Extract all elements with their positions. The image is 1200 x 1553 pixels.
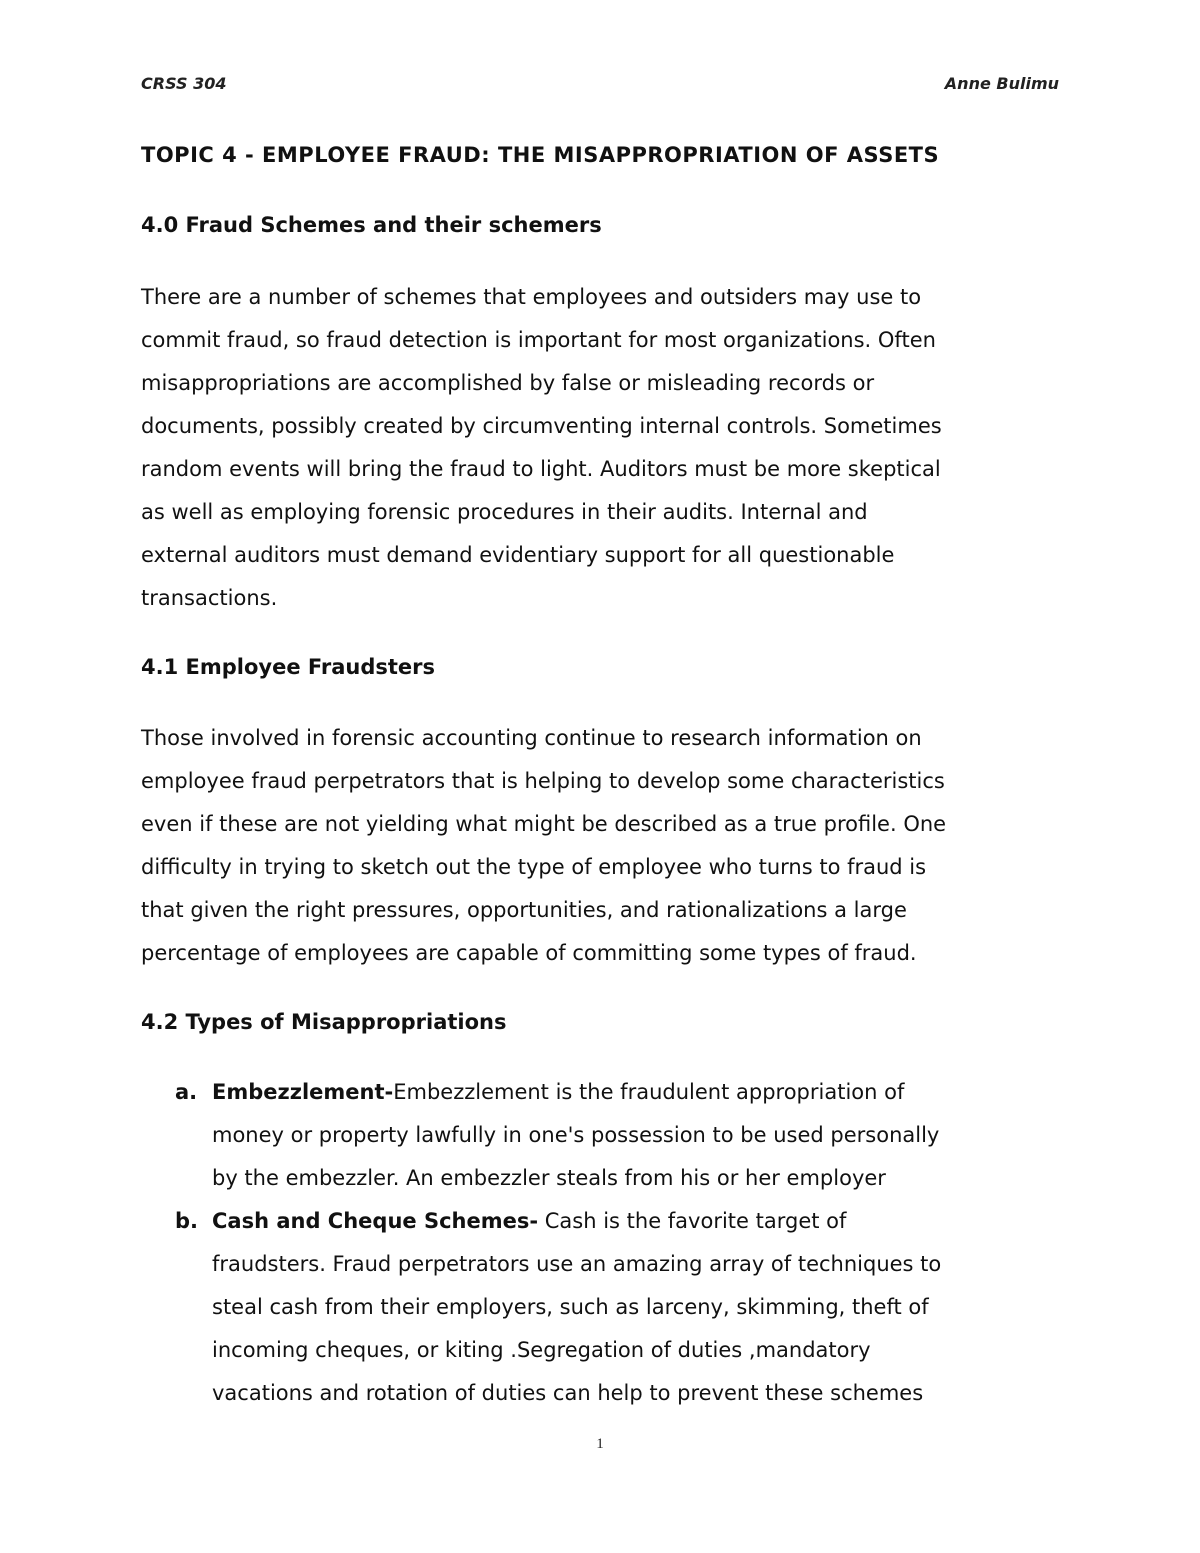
list-item-line: vacations and rotation of duties can help to prevent these schemes [212,1381,924,1405]
header-author: Anne Bulimu [944,74,1059,93]
paragraph-line: random events will bring the fraud to light. Auditors must be more skeptical [141,457,941,481]
section-4-0-paragraph [141,276,1071,620]
paragraph-line: commit fraud, so fraud detection is important for most organizations. Often [141,328,936,352]
section-4-1-paragraph [141,717,1071,975]
paragraph-line: external auditors must demand evidentiary support for all questionable [141,543,895,567]
paragraph-line: misappropriations are accomplished by false or misleading records or [141,371,875,395]
list-item-text: Embezzlement is the fraudulent appropriation of [393,1080,905,1104]
section-heading-4-0: 4.0 Fraud Schemes and their schemers [141,213,602,237]
paragraph-line: Those involved in forensic accounting continue to research information on [141,726,922,750]
list-item-term: Embezzlement- [212,1080,394,1104]
list-item-cash-cheque-schemes [175,1200,1075,1415]
list-item-term: Cash and Cheque Schemes- [212,1209,539,1233]
list-item-line: by the embezzler. An embezzler steals from his or her employer [212,1166,886,1190]
list-marker: a. [175,1080,198,1104]
list-item-first-line [212,1071,1075,1114]
header-course-code: CRSS 304 [141,74,227,93]
list-item-line: fraudsters. Fraud perpetrators use an amazing array of techniques to [212,1252,942,1276]
section-heading-4-1: 4.1 Employee Fraudsters [141,655,436,679]
paragraph-line: There are a number of schemes that employees and outsiders may use to [141,285,922,309]
paragraph-line: difficulty in trying to sketch out the type of employee who turns to fraud is [141,855,927,879]
paragraph-line: even if these are not yielding what might be described as a true profile. One [141,812,947,836]
list-item-line: steal cash from their employers, such as larceny, skimming, theft of [212,1295,929,1319]
list-item-first-line [212,1200,1075,1243]
misappropriation-types-list [175,1071,1075,1415]
topic-title: TOPIC 4 - EMPLOYEE FRAUD: THE MISAPPROPRIATION OF ASSETS [141,143,940,167]
paragraph-line: as well as employing forensic procedures in their audits. Internal and [141,500,868,524]
paragraph-line: transactions. [141,586,278,610]
list-item-text: Cash is the favorite target of [538,1209,847,1233]
list-item-line: money or property lawfully in one's possession to be used personally [212,1123,940,1147]
paragraph-line: that given the right pressures, opportunities, and rationalizations a large [141,898,907,922]
paragraph-line: percentage of employees are capable of committing some types of fraud. [141,941,917,965]
paragraph-line: employee fraud perpetrators that is helping to develop some characteristics [141,769,945,793]
list-item-line: incoming cheques, or kiting .Segregation of duties ,mandatory [212,1338,871,1362]
page-number: 1 [596,1436,604,1452]
list-marker: b. [175,1209,199,1233]
paragraph-line: documents, possibly created by circumventing internal controls. Sometimes [141,414,942,438]
section-heading-4-2: 4.2 Types of Misappropriations [141,1010,507,1034]
list-item-embezzlement [175,1071,1075,1200]
